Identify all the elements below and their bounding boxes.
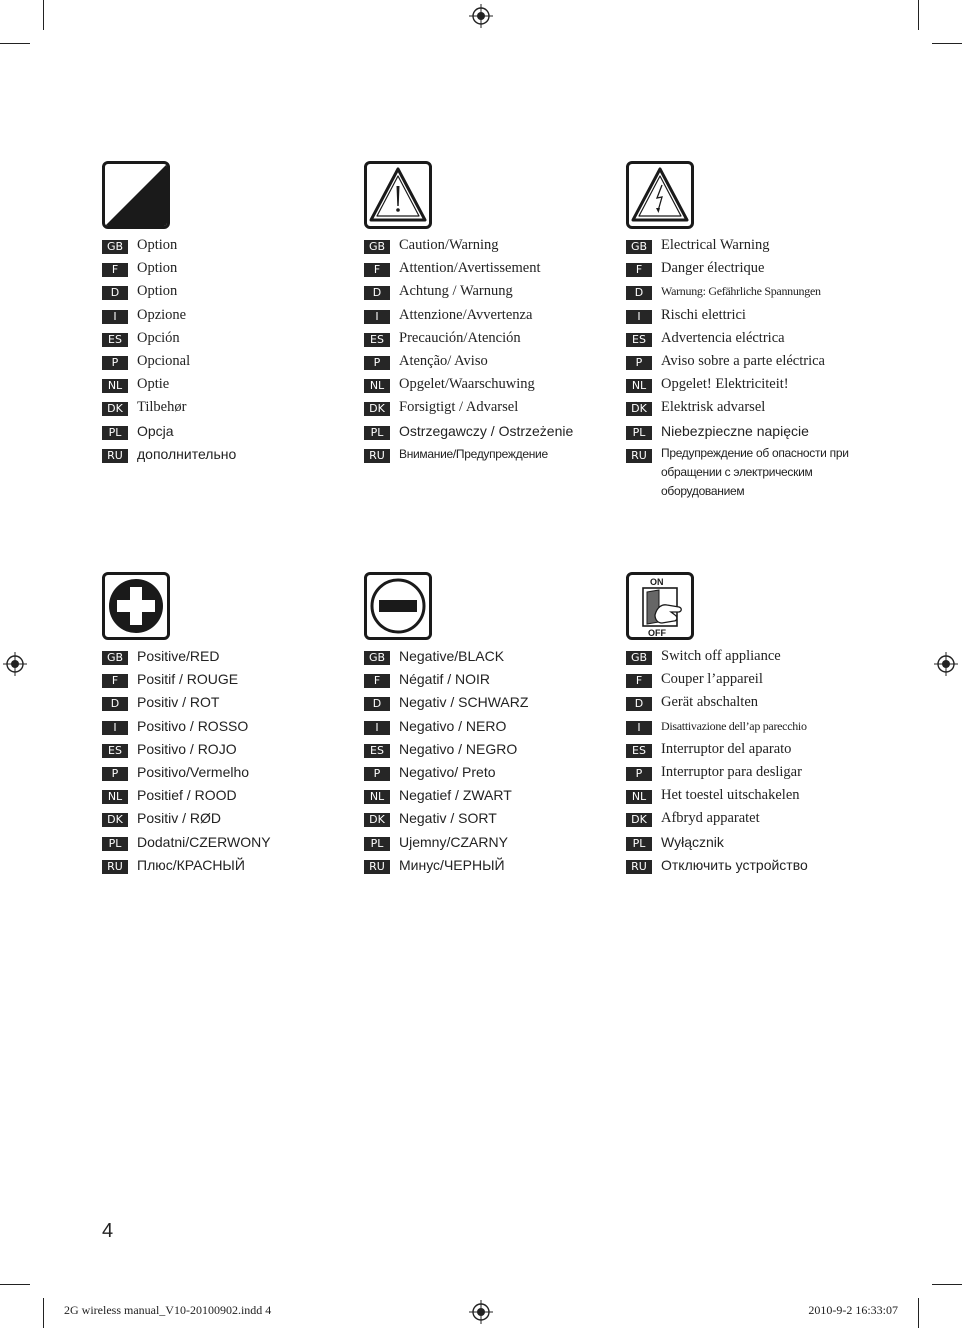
list-item [364, 646, 614, 669]
list-item [102, 374, 352, 397]
language-code-badge: PL [626, 837, 652, 851]
option-diagonal-icon [102, 161, 170, 229]
list-item [102, 739, 352, 762]
page-number: 4 [102, 1220, 114, 1242]
registration-mark-icon [3, 652, 27, 676]
negative-minus-icon [364, 572, 432, 640]
list-item [364, 855, 614, 878]
language-code-badge: D [626, 286, 652, 300]
list-item [364, 305, 614, 328]
language-code-badge: GB [364, 651, 390, 665]
language-code-badge: I [102, 310, 128, 324]
list-item [626, 855, 876, 878]
translation-text: Achtung / Warnung [399, 283, 513, 300]
list-item [626, 669, 876, 692]
language-list [364, 235, 614, 467]
language-code-badge: RU [626, 860, 652, 874]
translation-text: Opgelet! Elektriciteit! [661, 376, 789, 393]
list-item [102, 785, 352, 808]
list-item [626, 281, 876, 304]
language-code-badge: F [626, 263, 652, 277]
translation-text: Negativo / NEGRO [399, 740, 518, 757]
language-code-badge: I [364, 721, 390, 735]
translation-text: Atenção/ Aviso [399, 352, 488, 369]
crop-mark [918, 1298, 919, 1328]
list-item [102, 716, 352, 739]
language-code-badge: NL [364, 379, 390, 393]
language-code-badge: F [364, 263, 390, 277]
power-switch-icon [626, 572, 694, 640]
list-item [364, 258, 614, 281]
electrical-warning-block [626, 161, 876, 501]
translation-text: Opcja [137, 422, 174, 439]
language-code-badge: P [102, 767, 128, 781]
translation-text: Option [137, 260, 178, 277]
translation-text: Advertencia eléctrica [661, 329, 785, 346]
list-item [626, 716, 876, 739]
language-code-badge: D [102, 697, 128, 711]
translation-text: Opzione [137, 306, 187, 323]
translation-text: Ostrzegawczy / Ostrzeżenie [399, 422, 574, 439]
language-code-badge: DK [626, 402, 652, 416]
list-item [102, 328, 352, 351]
language-code-badge: GB [102, 240, 128, 254]
language-code-badge: I [626, 310, 652, 324]
list-item [102, 855, 352, 878]
list-item [626, 762, 876, 785]
translation-text: Interruptor para desligar [661, 763, 802, 780]
caution-warning-icon [364, 161, 432, 229]
translation-text: Niebezpieczne napięcie [661, 422, 809, 439]
translation-text: Aviso sobre a parte eléctrica [661, 352, 825, 369]
list-item [102, 832, 352, 855]
list-item [364, 444, 614, 467]
list-item [364, 328, 614, 351]
language-code-badge: RU [102, 449, 128, 463]
translation-text: Negativo/ Preto [399, 763, 496, 780]
translation-text: Electrical Warning [661, 237, 770, 253]
caution-symbol-block [364, 161, 614, 467]
language-code-badge: D [364, 286, 390, 300]
switch-on-label: ON [650, 577, 664, 587]
language-code-badge: D [364, 697, 390, 711]
translation-text: Ujemny/CZARNY [399, 833, 508, 850]
language-code-badge: RU [364, 449, 390, 463]
list-item [364, 235, 614, 258]
list-item [102, 235, 352, 258]
translation-text: Positiv / ROT [137, 694, 220, 711]
language-code-badge: I [626, 721, 652, 735]
translation-text: Negativ / SORT [399, 810, 497, 827]
list-item [626, 374, 876, 397]
translation-text: Attenzione/Avvertenza [399, 306, 533, 323]
list-item [364, 692, 614, 715]
language-code-badge: GB [102, 651, 128, 665]
language-code-badge: PL [364, 837, 390, 851]
language-code-badge: P [626, 356, 652, 370]
list-item [626, 832, 876, 855]
translation-text: Opgelet/Waarschuwing [399, 376, 535, 393]
list-item [364, 716, 614, 739]
translation-text: Négatif / NOIR [399, 671, 491, 688]
language-code-badge: F [626, 674, 652, 688]
translation-text: Opcional [137, 352, 191, 369]
language-list [102, 646, 352, 878]
language-code-badge: NL [626, 379, 652, 393]
language-code-badge: NL [102, 790, 128, 804]
translation-text: Плюс/КРАСНЫЙ [137, 856, 245, 873]
translation-text: Negativo / NERO [399, 717, 507, 734]
list-item [102, 281, 352, 304]
translation-text: Отключить устройство [661, 856, 808, 873]
crop-mark [0, 43, 30, 44]
crop-mark [918, 0, 919, 30]
list-item [364, 762, 614, 785]
language-code-badge: PL [102, 426, 128, 440]
language-code-badge: ES [626, 333, 652, 347]
list-item [364, 669, 614, 692]
translation-text: Option [137, 237, 178, 253]
crop-mark [43, 0, 44, 30]
list-item [626, 351, 876, 374]
translation-text: Attention/Avertissement [399, 260, 541, 277]
translation-text: Positivo / ROSSO [137, 717, 249, 734]
translation-text: Interruptor del aparato [661, 740, 792, 757]
list-item [364, 421, 614, 444]
language-code-badge: ES [102, 333, 128, 347]
translation-text: Предупреждение об опасности при обращении с электрическим оборудованием [661, 445, 849, 498]
list-item [102, 444, 352, 467]
list-item [102, 258, 352, 281]
translation-text: Dodatni/CZERWONY [137, 833, 271, 850]
translation-text: Rischi elettrici [661, 306, 746, 323]
language-code-badge: GB [626, 240, 652, 254]
list-item [364, 397, 614, 420]
list-item [626, 692, 876, 715]
list-item [626, 808, 876, 831]
language-code-badge: DK [102, 813, 128, 827]
translation-text: Negativ / SCHWARZ [399, 694, 529, 711]
list-item [626, 235, 876, 258]
list-item [364, 281, 614, 304]
positive-symbol-block [102, 572, 352, 878]
negative-symbol-block [364, 572, 614, 878]
language-code-badge: F [102, 674, 128, 688]
list-item [626, 397, 876, 420]
translation-text: Warnung: Gefährliche Spannungen [661, 284, 821, 299]
list-item [364, 832, 614, 855]
translation-text: Opción [137, 329, 180, 346]
list-item [626, 258, 876, 281]
language-code-badge: ES [102, 744, 128, 758]
translation-text: Caution/Warning [399, 237, 499, 253]
translation-text: Внимание/Предупреждение [399, 446, 548, 461]
registration-mark-icon [934, 652, 958, 676]
list-item [364, 808, 614, 831]
language-code-badge: PL [626, 426, 652, 440]
crop-mark [932, 43, 962, 44]
translation-text: Precaución/Atención [399, 329, 521, 346]
language-code-badge: DK [102, 402, 128, 416]
language-code-badge: F [364, 674, 390, 688]
language-code-badge: DK [364, 402, 390, 416]
language-code-badge: P [364, 356, 390, 370]
list-item [626, 305, 876, 328]
language-code-badge: DK [364, 813, 390, 827]
list-item [626, 328, 876, 351]
list-item [364, 739, 614, 762]
language-code-badge: P [626, 767, 652, 781]
crop-mark [43, 1298, 44, 1328]
translation-text: Afbryd apparatet [661, 810, 760, 827]
crop-mark [0, 1284, 30, 1285]
option-symbol-block [102, 161, 352, 467]
translation-text: Positive/RED [137, 648, 220, 664]
translation-text: Positivo / ROJO [137, 740, 237, 757]
language-list [626, 235, 876, 501]
translation-text: Optie [137, 376, 170, 393]
language-code-badge: GB [364, 240, 390, 254]
translation-text: Positivo/Vermelho [137, 763, 250, 780]
switch-off-block [626, 572, 876, 878]
positive-plus-icon [102, 572, 170, 640]
print-slug-file: 2G wireless manual_V10-20100902.indd 4 [64, 1303, 272, 1317]
list-item [102, 808, 352, 831]
language-code-badge: PL [364, 426, 390, 440]
translation-text: Danger électrique [661, 260, 765, 277]
translation-text: Het toestel uitschakelen [661, 787, 800, 804]
language-code-badge: DK [626, 813, 652, 827]
list-item [102, 351, 352, 374]
switch-off-label: OFF [648, 628, 666, 637]
list-item [364, 785, 614, 808]
language-code-badge: F [102, 263, 128, 277]
list-item [102, 305, 352, 328]
translation-text: Couper l’appareil [661, 671, 763, 688]
language-list [102, 235, 352, 467]
language-code-badge: PL [102, 837, 128, 851]
print-slug-timestamp: 2010-9-2 16:33:07 [808, 1303, 898, 1317]
translation-text: Tilbehør [137, 399, 187, 416]
translation-text: Negative/BLACK [399, 648, 505, 664]
language-code-badge: D [102, 286, 128, 300]
registration-mark-icon [469, 4, 493, 28]
translation-text: Positif / ROUGE [137, 671, 239, 688]
language-code-badge: NL [626, 790, 652, 804]
translation-text: Wyłącznik [661, 833, 724, 850]
list-item [102, 669, 352, 692]
language-code-badge: RU [364, 860, 390, 874]
registration-mark-icon [469, 1300, 493, 1324]
list-item [102, 692, 352, 715]
electrical-warning-icon [626, 161, 694, 229]
translation-text: Disattivazione dell’ap parecchio [661, 718, 807, 733]
list-item [626, 646, 876, 669]
translation-text: Forsigtigt / Advarsel [399, 399, 519, 416]
crop-mark [932, 1284, 962, 1285]
language-code-badge: ES [364, 333, 390, 347]
translation-text: Option [137, 283, 178, 300]
list-item [626, 444, 876, 501]
language-code-badge: NL [102, 379, 128, 393]
language-code-badge: D [626, 697, 652, 711]
translation-text: Positiv / RØD [137, 810, 222, 827]
list-item [364, 351, 614, 374]
translation-text: Negatief / ZWART [399, 787, 512, 804]
list-item [102, 421, 352, 444]
list-item [102, 646, 352, 669]
language-code-badge: GB [626, 651, 652, 665]
translation-text: Switch off appliance [661, 648, 781, 664]
language-list [626, 646, 876, 878]
language-list [364, 646, 614, 878]
translation-text: Gerät abschalten [661, 694, 759, 711]
list-item [102, 397, 352, 420]
list-item [626, 421, 876, 444]
list-item [102, 762, 352, 785]
translation-text: Минус/ЧЕРНЫЙ [399, 856, 505, 873]
list-item [364, 374, 614, 397]
list-item [626, 739, 876, 762]
list-item [626, 785, 876, 808]
translation-text: Elektrisk advarsel [661, 399, 766, 416]
translation-text: Positief / ROOD [137, 787, 237, 804]
language-code-badge: RU [626, 449, 652, 463]
language-code-badge: ES [364, 744, 390, 758]
language-code-badge: ES [626, 744, 652, 758]
language-code-badge: P [364, 767, 390, 781]
language-code-badge: P [102, 356, 128, 370]
translation-text: дополнительно [137, 445, 237, 462]
language-code-badge: I [102, 721, 128, 735]
language-code-badge: RU [102, 860, 128, 874]
language-code-badge: I [364, 310, 390, 324]
language-code-badge: NL [364, 790, 390, 804]
